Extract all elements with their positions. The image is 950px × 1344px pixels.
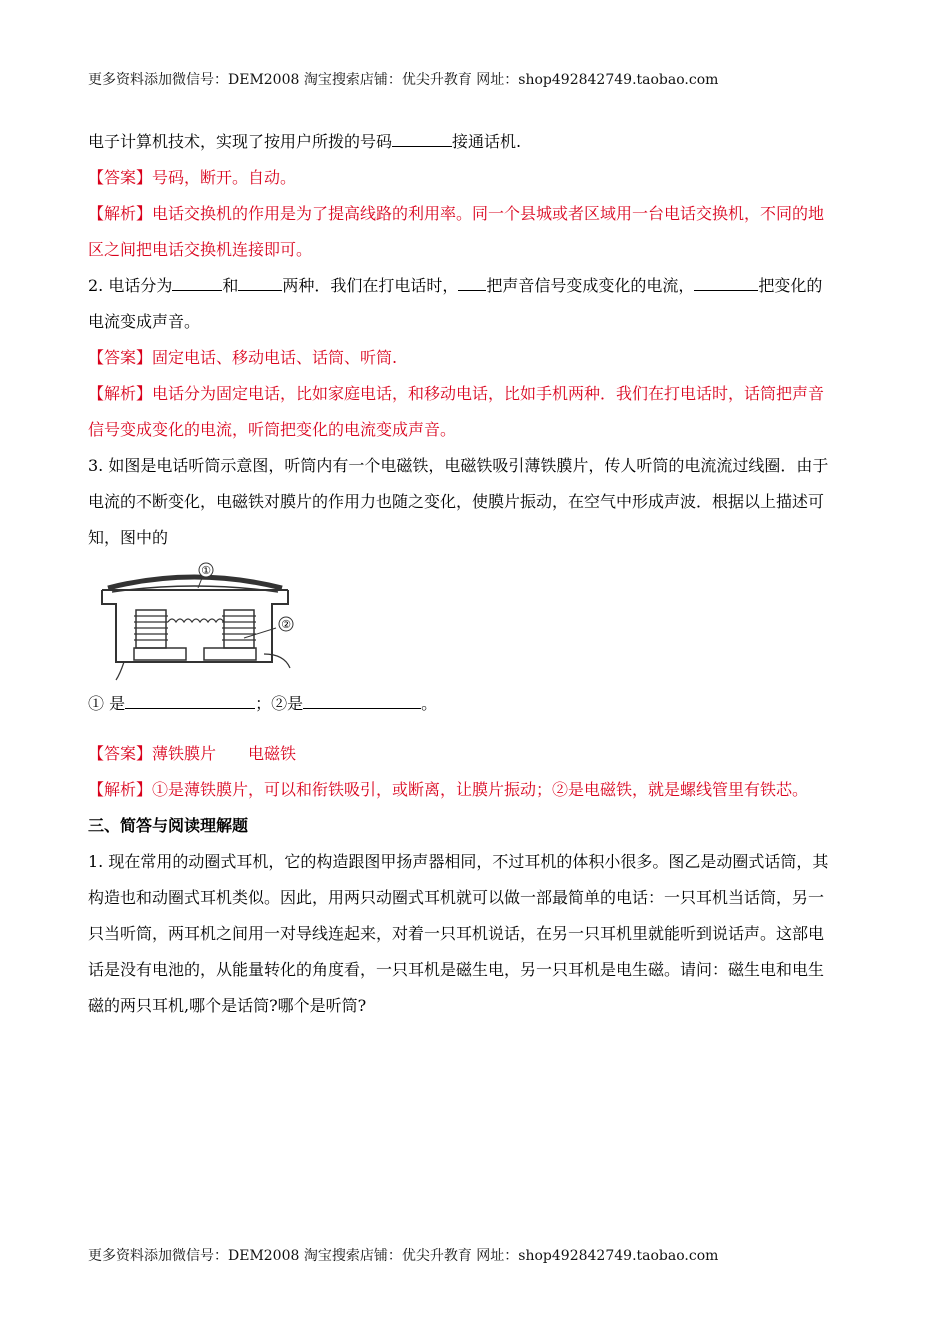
- blank: [172, 274, 222, 291]
- q1-continuation: 电子计算机技术，实现了按用户所拨的号码 接通话机.: [88, 132, 522, 151]
- section3-q1-l3: 只当听筒，两耳机之间用一对导线连起来，对着一只耳机说话，在另一只耳机里就能听到说话声。这部电: [88, 924, 825, 943]
- q3-analysis: 【解析】①是薄铁膜片，可以和衔铁吸引，或断离，让膜片振动；②是电磁铁，就是螺线管里有铁芯。: [88, 780, 809, 799]
- blank: [125, 692, 255, 709]
- receiver-diagram: [88, 558, 868, 686]
- q3-question-l2: 电流的不断变化，电磁铁对膜片的作用力也随之变化，使膜片振动，在空气中形成声波．根据以上描述可: [88, 492, 825, 511]
- blank: [392, 130, 452, 147]
- q1-analysis: 【解析】电话交换机的作用是为了提高线路的利用率。同一个县城或者区域用一台电话交换机，不同的地: [88, 204, 825, 223]
- page-footer: 更多资料添加微信号：DEM2008 淘宝搜索店铺：优尖升教育 网址：shop492842749.taobao.com: [88, 1248, 719, 1264]
- q2-question-cont: 电流变成声音。: [88, 312, 201, 331]
- q3-question-l1: 3. 如图是电话听筒示意图，听筒内有一个电磁铁，电磁铁吸引薄铁膜片，传人听筒的电流流过线圈．由于: [88, 456, 829, 475]
- section-title: 三、简答与阅读理解题: [88, 816, 249, 835]
- figure-label-1: ①: [201, 564, 211, 577]
- section3-q1-l2: 构造也和动圈式耳机类似。因此，用两只动圈式耳机就可以做一部最简单的电话：一只耳机当话筒，另一: [88, 888, 825, 907]
- q2-analysis: 【解析】电话分为固定电话，比如家庭电话，和移动电话，比如手机两种．我们在打电话时，话筒把声音: [88, 384, 825, 403]
- q2-answer: 【答案】固定电话、移动电话、话筒、听筒.: [88, 348, 398, 367]
- blank: [303, 692, 421, 709]
- q2-analysis-cont: 信号变成变化的电流，听筒把变化的电流变成声音。: [88, 420, 457, 439]
- receiver-diagram-svg: [94, 558, 304, 682]
- q3-fill: ① 是 ；②是 。: [88, 694, 438, 713]
- blank: [238, 274, 282, 291]
- blank: [458, 274, 486, 291]
- document-body: [88, 124, 868, 1024]
- q3-question-l3: 知，图中的: [88, 528, 169, 547]
- blank: [694, 274, 758, 291]
- q1-answer: 【答案】号码，断开。自动。: [88, 168, 297, 187]
- figure-label-2: ②: [281, 618, 291, 631]
- q2-question: 2. 电话分为 和 两种．我们在打电话时， 把声音信号变成变化的电流， 把变化的: [88, 276, 823, 295]
- page-header: 更多资料添加微信号：DEM2008 淘宝搜索店铺：优尖升教育 网址：shop492842749.taobao.com: [88, 72, 719, 88]
- q1-analysis-cont: 区之间把电话交换机连接即可。: [88, 240, 313, 259]
- section3-q1-l4: 话是没有电池的，从能量转化的角度看，一只耳机是磁生电，另一只耳机是电生磁。请问：磁生电和电生: [88, 960, 825, 979]
- section3-q1-l1: 1. 现在常用的动圈式耳机，它的构造跟图甲扬声器相同，不过耳机的体积小很多。图乙是动圈式话筒，其: [88, 852, 829, 871]
- section3-q1-l5: 磁的两只耳机,哪个是话筒?哪个是听筒?: [88, 996, 367, 1015]
- q3-answer: 【答案】薄铁膜片 电磁铁: [88, 744, 297, 763]
